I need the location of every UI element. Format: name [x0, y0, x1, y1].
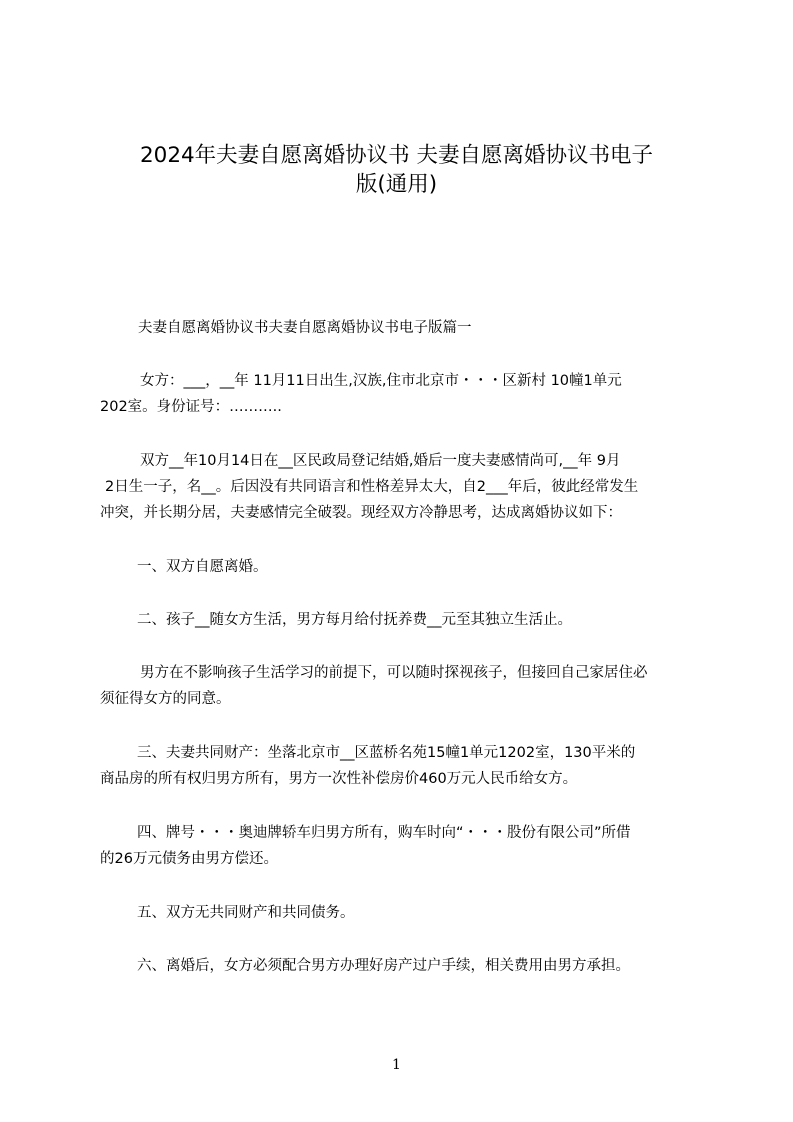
clause-3-line-2: 商品房的所有权归男方所有，男方一次性补偿房价460万元人民币给女方。: [100, 771, 578, 787]
clause-6-text: 六、离婚后，女方必须配合男方办理好房产过户手续，相关费用由男方承担。: [137, 958, 630, 974]
document-title: [100, 141, 693, 199]
clause-4-line-2: 的26万元债务由男方偿还。: [100, 851, 278, 867]
title-line-2: 版(通用): [355, 172, 438, 197]
clause-3-line-1: 三、夫妻共同财产：坐落北京市__区蓝桥名苑15幢1单元1202室，130平米的: [137, 745, 636, 761]
clause-4-line-1: 四、牌号・・・奥迪牌轿车归男方所有，购车时向“・・・股份有限公司”所借: [137, 825, 631, 841]
section-subtitle: [138, 315, 738, 341]
female-party-line-1: 女方：___，__年 11月11日出生,汉族,住市北京市・・・区新村 10幢1单元: [140, 373, 622, 389]
visitation-line-1: 男方在不影响孩子生活学习的前提下，可以随时探视孩子，但接回自己家居住必: [140, 665, 648, 681]
clause-5: [100, 900, 700, 926]
marriage-line-1: 双方__年10月14日在__区民政局登记结婚,婚后一度夫妻感情尚可,__年 9月: [140, 453, 621, 469]
visitation-line-2: 须征得女方的同意。: [100, 691, 231, 707]
clause-2: [100, 607, 700, 633]
clause-2-text: 二、孩子__随女方生活，男方每月给付抚养费__元至其独立生活止。: [137, 612, 572, 628]
paragraph-visitation: [100, 660, 700, 712]
title-line-1: 2024年夫妻自愿离婚协议书 夫妻自愿离婚协议书电子: [139, 143, 654, 168]
paragraph-marriage-history: [100, 448, 700, 526]
subtitle-text: 夫妻自愿离婚协议书夫妻自愿离婚协议书电子版篇一: [138, 320, 472, 336]
clause-5-text: 五、双方无共同财产和共同债务。: [137, 905, 355, 921]
paragraph-female-party: [100, 368, 700, 420]
marriage-line-3: 冲突，并长期分居，夫妻感情完全破裂。现经双方冷静思考，达成离婚协议如下：: [100, 505, 622, 521]
female-party-line-2: 202室。身份证号：………..: [100, 399, 282, 415]
page-number: 1: [392, 1057, 401, 1073]
marriage-line-2: 2日生一子，名__。后因没有共同语言和性格差异太大，自2___年后，彼此经常发生: [105, 479, 639, 495]
clause-4: [100, 820, 700, 872]
clause-1: [100, 554, 700, 580]
clause-3: [100, 740, 700, 792]
clause-6: [100, 953, 700, 979]
clause-1-text: 一、双方自愿离婚。: [137, 559, 268, 575]
